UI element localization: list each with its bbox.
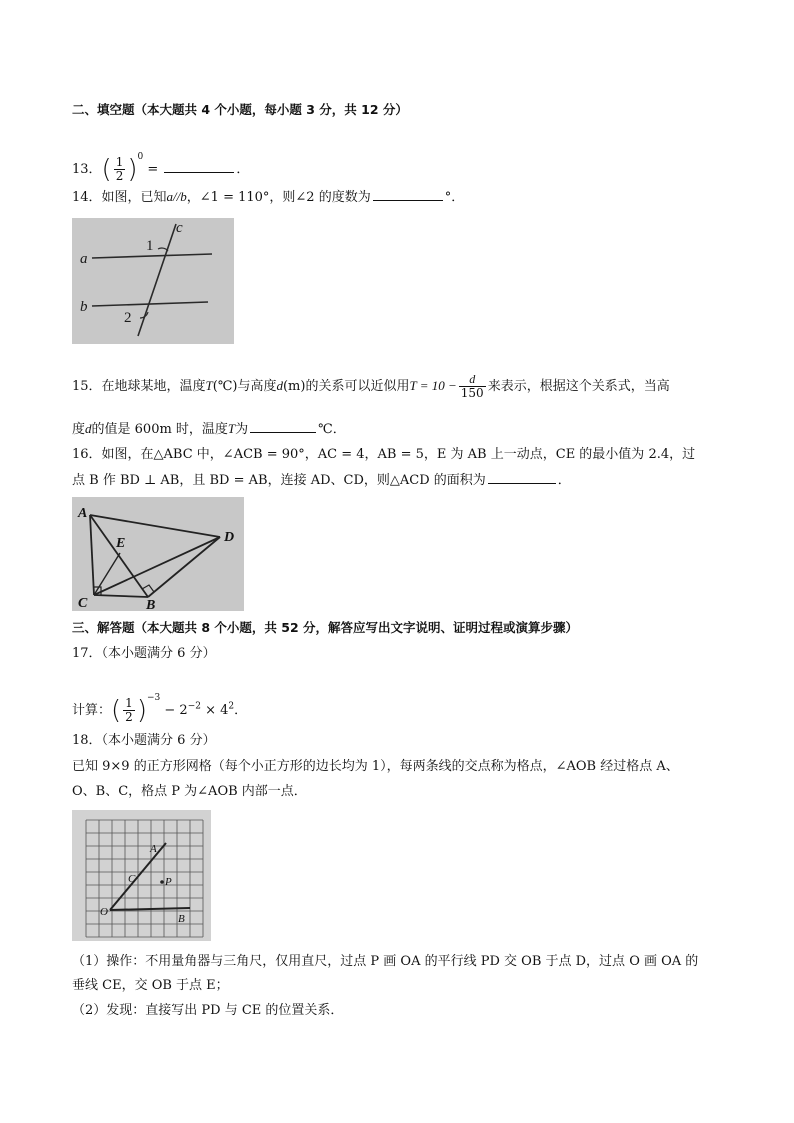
label-angle-1: 1	[146, 238, 154, 254]
question-15-line-1: 15．在地球某地，温度T(℃)与高度d(m)的关系可以近似用T = 10 − $\frac{d}{150}$ 来表示，根据这个关系式，当高	[72, 372, 670, 400]
label-angle-2: 2	[124, 310, 132, 326]
label-E: E	[116, 536, 126, 551]
q17-fraction: $\frac{1}{2}$	[125, 696, 133, 724]
label-D: D	[224, 530, 235, 545]
question-14: 14．如图，已知a//b，∠1 = 110°，则∠2 的度数为 °．	[72, 189, 465, 205]
q16-figure-triangle	[72, 497, 244, 611]
question-18-line-2: O、B、C，格点 P 为∠AOB 内部一点．	[72, 784, 307, 799]
label-a: a	[80, 251, 88, 267]
q14-answer-blank[interactable]	[373, 188, 443, 201]
label-b: b	[80, 299, 88, 315]
q15-formula: T = 10 −	[409, 378, 457, 393]
question-17-title: 17．（本小题满分 6 分）	[72, 646, 216, 661]
q14-figure-parallel-lines	[72, 218, 234, 344]
q18-figure-grid	[72, 810, 211, 941]
question-16-line-2: 点 B 作 BD ⊥ AB，且 BD = AB，连接 AD、CD，则△ACD 的面积为 ．	[72, 473, 571, 488]
question-18-part-1-line-2: 垂线 CE，交 OB 于点 E；	[72, 978, 229, 993]
label-c: c	[176, 220, 183, 236]
q15-answer-blank[interactable]	[250, 420, 316, 433]
q13-answer-blank[interactable]	[164, 160, 234, 173]
label-O: O	[100, 906, 108, 918]
question-18-title: 18．（本小题满分 6 分）	[72, 733, 216, 748]
q13-number: 13．	[72, 162, 102, 177]
label-P: P	[165, 876, 172, 888]
label-C: C	[128, 873, 136, 885]
question-13: 13．( $\frac{1}{2}$ )$^0$ = ．	[72, 152, 250, 185]
label-A: A	[78, 506, 88, 521]
label-B: B	[146, 598, 156, 611]
q13-fraction: $\frac{1}{2}$	[115, 155, 124, 183]
question-18-part-1-line-1: （1）操作：不用量角器与三角尺，仅用直尺，过点 P 画 OA 的平行线 PD 交 OB 于点 D，过点 O 画 OA 的	[72, 954, 699, 969]
section-heading-solutions: 三、解答题（本大题共 8 个小题，共 52 分，解答应写出文字说明、证明过程或演算步骤）	[72, 620, 579, 635]
label-C: C	[78, 596, 88, 611]
question-15-line-2: 度d的值是 600m 时，温度T为 ℃．	[72, 421, 346, 437]
label-B: B	[178, 913, 185, 925]
question-18-line-1: 已知 9×9 的正方形网格（每个小正方形的边长均为 1），每两条线的交点称为格点，∠AOB 经过格点 A、	[72, 759, 679, 774]
q16-answer-blank[interactable]	[488, 471, 556, 484]
question-17-expression: 计算：( $\frac{1}{2}$ )$^{-3} - 2^{-2} \times 4^2$．	[72, 693, 248, 726]
q13-exponent: 0	[137, 152, 144, 162]
question-16-line-1: 16．如图，在△ABC 中，∠ACB = 90°，AC = 4，AB = 5，E 为 AB 上一动点，CE 的最小值为 2.4，过	[72, 447, 696, 462]
question-18-part-2: （2）发现：直接写出 PD 与 CE 的位置关系．	[72, 1003, 344, 1018]
label-A: A	[150, 843, 157, 855]
section-heading-fill-in: 二、填空题（本大题共 4 个小题，每小题 3 分，共 12 分）	[72, 102, 408, 117]
q15-fraction: $\frac{d}{150}$	[460, 372, 484, 400]
